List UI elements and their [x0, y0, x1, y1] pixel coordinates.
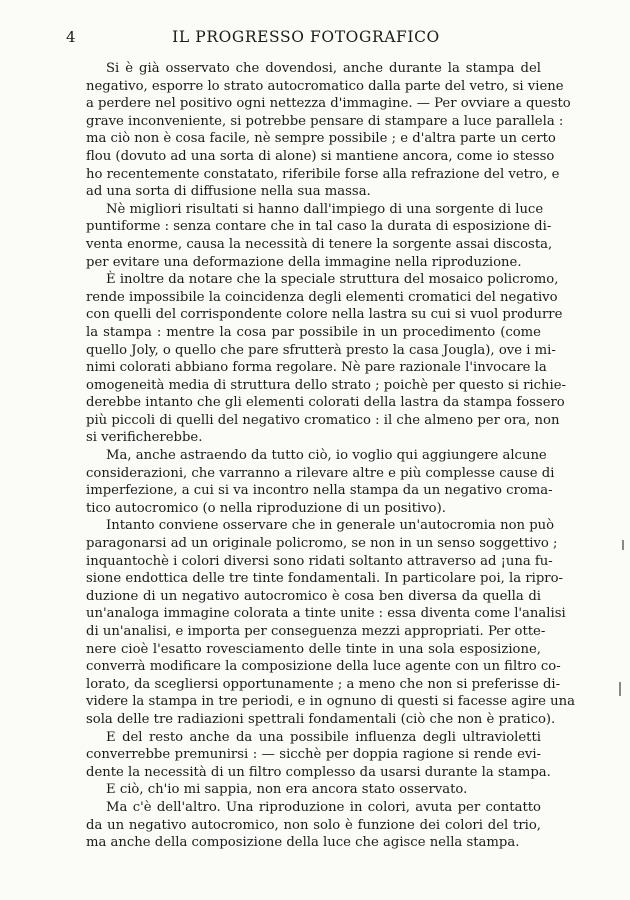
text-line: a perdere nel positivo ogni nettezza d'immagine. — Per ovviare a questo [86, 96, 571, 112]
text-line: per evitare una deformazione della immagine nella riproduzione. [86, 254, 522, 270]
text-line: E del resto anche da una possibile influenza degli ultravioletti [106, 729, 541, 745]
text-line: nere cioè l'esatto rovesciamento delle tinte in una sola esposizione, [86, 641, 541, 657]
text-line: imperfezione, a cui si va incontro nella stampa da un negativo croma- [86, 483, 553, 499]
text-line: paragonarsi ad un originale policromo, se non in un senso soggettivo ; [86, 536, 558, 552]
text-line: sione endottica delle tre tinte fondamentali. In particolare poi, la ripro- [86, 571, 563, 587]
text-line: più piccoli di quelli del negativo cromatico : il che almeno per ora, non [86, 412, 560, 428]
text-line: ma ciò non è cosa facile, nè sempre possibile ; e d'altra parte un certo [86, 131, 556, 147]
paragraph [86, 517, 575, 728]
text-line: di un'analisi, e importa per conseguenza mezzi appropriati. Per otte- [86, 624, 546, 639]
text-line: negativo, esporre lo strato autocromatico dalla parte del vetro, si viene [86, 78, 564, 94]
text-line: puntiforme : senza contare che in tal caso la durata di esposizione di- [86, 219, 552, 235]
text-line: Intanto conviene osservare che in generale un'autocromia non può [106, 518, 555, 534]
paragraph [86, 799, 541, 852]
text-line: quello Joly, o quello che pare sfrutterà presto la casa Jougla), ove i mi- [86, 342, 556, 358]
text-line: ma anche della composizione della luce che agisce nella stampa. [86, 835, 520, 851]
text-line: Ma, anche astraendo da tutto ciò, io voglio qui aggiungere alcune [106, 448, 547, 464]
text-line: derebbe intanto che gli elementi colorati della lastra da stampa fossero [86, 395, 565, 411]
text-line: con quelli del corrispondente colore nella lastra su cui si vuol produrre [86, 307, 563, 323]
page-number: 4 [66, 28, 76, 46]
text-line: dente la necessità di un filtro complesso da usarsi durante la stampa. [86, 764, 551, 780]
text-line: la stampa : mentre la cosa par possibile in un procedimento (come [86, 324, 541, 340]
paragraph [86, 729, 551, 782]
text-line: ad una sorta di diffusione nella sua massa. [86, 184, 371, 200]
text-line: ho recentemente constatato, riferibile forse alla refrazione del vetro, e [86, 166, 560, 182]
page-header [66, 28, 546, 50]
text-line: Si è già osservato che dovendosi, anche durante la stampa del [106, 61, 541, 76]
text-line: omogeneità media di struttura dello strato ; poichè per questo si richie- [86, 377, 567, 393]
text-line: videre la stampa in tre periodi, e in ognuno di questi si facesse agire una [86, 694, 575, 710]
paragraph [86, 781, 541, 799]
body-text [86, 60, 575, 852]
text-line: tico autocromico (o nella riproduzione di un positivo). [86, 500, 446, 516]
text-line: duzione di un negativo autocromico è cosa ben diversa da quella di [86, 588, 541, 604]
text-line: considerazioni, che varranno a rilevare altre e più complesse cause di [86, 465, 555, 481]
text-line: un'analoga immagine colorata a tinte unite : essa diventa come l'analisi [86, 606, 566, 622]
text-line: sola delle tre radiazioni spettrali fondamentali (ciò che non è pratico). [86, 711, 556, 727]
paragraph [86, 60, 571, 201]
text-line: converrebbe premunirsi : — sicchè per doppia ragione si rende evi- [86, 747, 541, 763]
text-line: E ciò, ch'io mi sappia, non era ancora stato osservato. [106, 782, 468, 798]
paragraph [86, 201, 553, 271]
text-line: È inoltre da notare che la speciale struttura del mosaico policromo, [106, 272, 559, 288]
text-line: inquantochè i colori diversi sono ridati soltanto attraverso ad ¡una fu- [86, 553, 553, 569]
text-line: si verificherebbe. [86, 430, 203, 446]
text-line: da un negativo autocromico, non solo è funzione dei colori del trio, [86, 817, 541, 833]
text-line: venta enorme, causa la necessità di tenere la sorgente assai discosta, [86, 236, 553, 252]
paragraph [86, 447, 555, 517]
text-line: Nè migliori risultati si hanno dall'impiego di una sorgente di luce [106, 201, 544, 217]
text-line: flou (dovuto ad una sorta di alone) si mantiene ancora, come io stesso [86, 148, 555, 164]
text-line: Ma c'è dell'altro. Una riproduzione in colori, avuta per contatto [106, 799, 541, 815]
text-line: converrà modificare la composizione della luce agente con un filtro co- [86, 659, 561, 675]
text-line: rende impossibile la coincidenza degli elementi cromatici del negativo [86, 289, 558, 305]
running-title: IL PROGRESSO FOTOGRAFICO [172, 28, 440, 46]
paragraph [86, 271, 567, 447]
margin-mark [619, 682, 621, 696]
text-line: nimi colorati abbiano forma regolare. Nè pare razionale l'invocare la [86, 360, 547, 376]
text-line: grave inconveniente, si potrebbe pensare di stampare a luce parallela : [86, 113, 564, 129]
text-line: lorato, da scegliersi opportunamente ; a meno che non si preferisse di- [86, 676, 561, 692]
margin-mark [622, 540, 624, 550]
